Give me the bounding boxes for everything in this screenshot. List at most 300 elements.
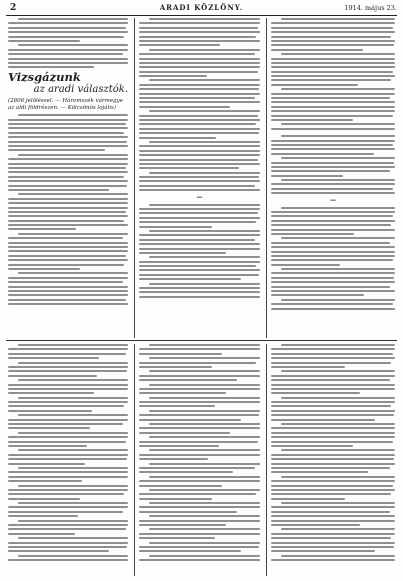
- text-line: [8, 405, 124, 407]
- text-line: [139, 132, 259, 134]
- text-line: [149, 256, 260, 258]
- text-line: [271, 427, 395, 429]
- text-line: [271, 71, 393, 73]
- text-line: [8, 528, 126, 530]
- column-divider: [134, 344, 135, 576]
- text-line: [18, 379, 128, 381]
- text-line: [8, 202, 128, 204]
- text-line: [271, 162, 394, 164]
- text-line: [271, 308, 395, 310]
- text-line: [271, 445, 353, 447]
- text-line: [8, 53, 123, 55]
- text-line: [271, 224, 391, 226]
- text-line: [271, 27, 393, 29]
- text-line: [139, 485, 222, 487]
- text-line: [271, 251, 395, 253]
- text-line: [18, 449, 128, 451]
- text-line: [271, 144, 393, 146]
- text-line: [271, 272, 395, 274]
- text-line: [271, 559, 395, 561]
- text-line: [139, 269, 260, 271]
- text-line: [149, 384, 260, 386]
- text-line: [8, 246, 128, 248]
- text-line: [149, 476, 260, 478]
- text-line: [271, 242, 390, 244]
- text-line: [139, 137, 216, 139]
- text-line: [271, 524, 360, 526]
- text-line: [281, 299, 395, 301]
- text-line: [8, 489, 128, 491]
- text-line: [8, 255, 126, 257]
- text-line: [139, 88, 259, 90]
- text-line: [139, 498, 212, 500]
- text-line: [281, 370, 395, 372]
- text-line: [271, 153, 374, 155]
- column-divider: [266, 18, 267, 338]
- text-line: [8, 294, 128, 296]
- text-line: [8, 436, 128, 438]
- text-line: [139, 53, 255, 55]
- text-line: [149, 410, 260, 412]
- text-line: [18, 432, 128, 434]
- text-line: [271, 62, 395, 64]
- text-line: [8, 141, 127, 143]
- text-line: [8, 189, 109, 191]
- text-line: [271, 97, 390, 99]
- text-line: [149, 502, 260, 504]
- text-line: [271, 166, 395, 168]
- text-line: [139, 454, 260, 456]
- text-line: [271, 388, 395, 390]
- text-line: [8, 259, 128, 261]
- text-line: [271, 281, 395, 283]
- text-line: [8, 550, 109, 552]
- text-line: [8, 158, 128, 160]
- text-line: [139, 506, 260, 508]
- text-line: [149, 49, 260, 51]
- text-line: [8, 224, 128, 226]
- text-line: [139, 115, 258, 117]
- text-line: [271, 410, 395, 412]
- text-line: [139, 159, 258, 161]
- text-line: [271, 215, 393, 217]
- text-line: [271, 366, 345, 368]
- text-line: [18, 362, 128, 364]
- text-line: [139, 388, 260, 390]
- text-line: [271, 44, 394, 46]
- text-line: [271, 140, 395, 142]
- text-line: [18, 537, 128, 539]
- text-line: [139, 208, 260, 210]
- text-line: [8, 480, 82, 482]
- text-line: [271, 463, 395, 465]
- text-line: [281, 397, 395, 399]
- text-line: [271, 471, 368, 473]
- text-line: [18, 44, 128, 46]
- text-line: [149, 230, 260, 232]
- text-line: [271, 498, 345, 500]
- text-line: [8, 242, 128, 244]
- text-line: [281, 157, 395, 159]
- text-line: [149, 555, 260, 557]
- text-line: [8, 220, 124, 222]
- page-number: 2: [10, 3, 17, 13]
- text-line: [271, 546, 394, 548]
- text-line: [139, 537, 215, 539]
- text-line: [8, 493, 124, 495]
- text-line: [139, 75, 207, 77]
- text-line: [18, 467, 128, 469]
- text-line: [139, 261, 260, 263]
- text-line: [8, 303, 128, 305]
- text-line: [139, 405, 215, 407]
- text-line: [149, 489, 260, 491]
- text-line: [8, 511, 123, 513]
- text-line: [8, 353, 126, 355]
- text-line: [139, 97, 255, 99]
- text-line: [8, 427, 90, 429]
- text-line: [271, 384, 395, 386]
- text-line: [271, 31, 395, 33]
- text-line: [8, 471, 128, 473]
- text-line: [8, 27, 126, 29]
- page-header: [6, 2, 397, 14]
- text-line: [139, 40, 260, 42]
- text-line: [139, 362, 256, 364]
- text-line: [281, 476, 395, 478]
- text-line: [271, 259, 393, 261]
- text-line: [139, 559, 260, 561]
- text-line: [8, 58, 128, 60]
- text-line: [8, 167, 126, 169]
- text-line: [139, 31, 260, 33]
- text-line: [139, 379, 237, 381]
- text-line: [271, 101, 395, 103]
- text-line: [18, 272, 128, 274]
- text-line: [8, 198, 128, 200]
- text-line: [139, 93, 260, 95]
- text-line: [149, 463, 260, 465]
- text-line: [139, 471, 233, 473]
- text-line: [18, 397, 128, 399]
- text-line: [18, 555, 128, 557]
- text-line: [271, 264, 340, 266]
- text-line: [139, 62, 260, 64]
- text-line: [8, 149, 105, 151]
- text-line: [139, 234, 260, 236]
- text-line: [139, 128, 260, 130]
- text-line: [8, 375, 97, 377]
- header-rule: [6, 15, 397, 16]
- text-line: [8, 419, 128, 421]
- text-line: [139, 265, 256, 267]
- text-line: [271, 506, 395, 508]
- text-line: [8, 136, 128, 138]
- text-line: [8, 454, 128, 456]
- text-line: [149, 172, 260, 174]
- text-line: [271, 220, 395, 222]
- text-line: [139, 84, 260, 86]
- text-line: [271, 233, 354, 235]
- text-line: [8, 180, 128, 182]
- text-line: [271, 511, 390, 513]
- text-line: [8, 66, 94, 68]
- text-line: [271, 93, 395, 95]
- text-line: [271, 515, 395, 517]
- text-line: [271, 441, 393, 443]
- text-line: [8, 463, 85, 465]
- section-separator-label: —: [330, 196, 336, 204]
- text-line: [271, 110, 395, 112]
- text-line: [8, 163, 128, 165]
- text-line: [149, 436, 260, 438]
- text-line: [281, 123, 395, 125]
- text-line: [139, 101, 260, 103]
- text-line: [18, 414, 128, 416]
- text-line: [139, 511, 237, 513]
- text-line: [271, 542, 395, 544]
- text-line: [18, 485, 128, 487]
- text-line: [271, 379, 390, 381]
- text-line: [8, 506, 128, 508]
- text-line: [271, 192, 395, 194]
- text-line: [139, 189, 260, 191]
- text-line: [139, 27, 258, 29]
- text-line: [271, 485, 393, 487]
- text-line: [8, 268, 80, 270]
- text-line: [271, 432, 395, 434]
- text-line: [8, 132, 124, 134]
- text-line: [271, 229, 395, 231]
- text-line: [149, 397, 260, 399]
- text-line: [271, 106, 395, 108]
- text-line: [18, 233, 128, 235]
- text-line: [8, 281, 123, 283]
- text-line: [281, 237, 395, 239]
- text-line: [139, 150, 260, 152]
- text-line: [139, 248, 260, 250]
- text-line: [139, 66, 260, 68]
- text-line: [8, 264, 124, 266]
- text-line: [8, 441, 126, 443]
- text-line: [8, 546, 127, 548]
- text-line: [139, 287, 260, 289]
- text-line: [139, 274, 259, 276]
- text-line: [149, 18, 260, 20]
- text-line: [139, 22, 260, 24]
- text-line: [271, 401, 395, 403]
- text-line: [271, 255, 395, 257]
- issue-date: 1914. május 23.: [344, 4, 397, 12]
- text-line: [8, 215, 128, 217]
- column-divider: [134, 18, 135, 338]
- text-line: [139, 239, 255, 241]
- text-line: [149, 344, 260, 346]
- text-line: [8, 237, 123, 239]
- text-line: [8, 31, 128, 33]
- text-line: [8, 388, 128, 390]
- text-line: [18, 18, 128, 20]
- text-line: [18, 520, 128, 522]
- text-line: [8, 250, 128, 252]
- text-line: [271, 480, 395, 482]
- text-line: [8, 290, 128, 292]
- text-line: [8, 207, 128, 209]
- text-line: [149, 449, 260, 451]
- text-line: [149, 542, 260, 544]
- text-line: [281, 18, 395, 20]
- text-line: [271, 489, 395, 491]
- text-line: [139, 252, 226, 254]
- text-line: [271, 458, 394, 460]
- text-line: [149, 515, 260, 517]
- text-line: [271, 183, 395, 185]
- text-line: [271, 115, 393, 117]
- text-line: [139, 36, 256, 38]
- text-line: [18, 154, 128, 156]
- text-line: [271, 286, 390, 288]
- text-line: [149, 204, 260, 206]
- text-line: [8, 277, 128, 279]
- text-line: [18, 344, 128, 346]
- text-line: [139, 366, 212, 368]
- text-line: [139, 419, 241, 421]
- text-line: [8, 498, 80, 500]
- text-line: [271, 188, 393, 190]
- text-line: [271, 66, 395, 68]
- column-top-right: [271, 18, 395, 338]
- text-line: [271, 79, 391, 81]
- text-line: [139, 375, 260, 377]
- text-line: [271, 36, 391, 38]
- text-line: [139, 414, 259, 416]
- text-line: [271, 392, 360, 394]
- text-line: [271, 58, 395, 60]
- text-line: [139, 167, 239, 169]
- text-line: [139, 441, 258, 443]
- text-line: [8, 370, 127, 372]
- text-line: [8, 533, 75, 535]
- text-line: [8, 211, 126, 213]
- text-line: [271, 454, 395, 456]
- text-line: [271, 436, 395, 438]
- text-line: [281, 207, 395, 209]
- text-line: [8, 176, 124, 178]
- text-line: [8, 542, 128, 544]
- text-line: [271, 40, 395, 42]
- text-line: [271, 405, 391, 407]
- text-line: [18, 193, 128, 195]
- text-line: [281, 135, 395, 137]
- text-line: [281, 449, 395, 451]
- text-line: [149, 528, 260, 530]
- section-divider: [6, 340, 397, 341]
- text-line: [139, 291, 260, 293]
- text-line: [271, 357, 395, 359]
- text-line: [139, 524, 226, 526]
- text-line: [139, 145, 260, 147]
- text-line: [271, 533, 395, 535]
- masthead: ARADI KÖZLÖNY.: [159, 3, 244, 12]
- text-line: [139, 243, 260, 245]
- text-line: [8, 127, 128, 129]
- column-divider: [266, 344, 267, 576]
- article-summary: (2806 jelöléssel. — Háromszék vármegye az aldi földrészen. — Kölcsönös lojális): [8, 98, 123, 112]
- section-separator-label: —: [196, 193, 203, 201]
- text-line: [139, 296, 260, 298]
- text-line: [139, 458, 208, 460]
- text-line: [271, 175, 343, 177]
- text-line: [281, 423, 395, 425]
- text-line: [271, 22, 395, 24]
- text-line: [8, 123, 126, 125]
- text-line: [139, 44, 220, 46]
- text-line: [271, 246, 395, 248]
- text-line: [271, 170, 390, 172]
- text-line: [281, 344, 395, 346]
- text-line: [139, 520, 260, 522]
- text-line: [139, 278, 241, 280]
- text-line: [271, 290, 395, 292]
- text-line: [8, 348, 128, 350]
- text-line: [281, 268, 395, 270]
- text-line: [271, 128, 395, 130]
- text-line: [8, 357, 99, 359]
- text-line: [149, 370, 260, 372]
- text-line: [139, 163, 260, 165]
- text-line: [8, 228, 76, 230]
- text-line: [8, 445, 87, 447]
- text-line: [149, 357, 260, 359]
- text-line: [271, 348, 395, 350]
- text-line: [8, 62, 128, 64]
- text-line: [8, 49, 128, 51]
- text-line: [8, 524, 128, 526]
- text-line: [139, 392, 226, 394]
- text-line: [271, 277, 394, 279]
- text-line: [139, 226, 212, 228]
- text-line: [281, 53, 395, 55]
- text-line: [139, 176, 259, 178]
- text-line: [149, 141, 260, 143]
- text-line: [139, 221, 256, 223]
- text-line: [139, 467, 255, 469]
- text-line: [271, 375, 395, 377]
- text-line: [271, 537, 391, 539]
- text-line: [139, 212, 258, 214]
- text-line: [139, 348, 260, 350]
- text-line: [139, 180, 260, 182]
- text-line: [149, 283, 260, 285]
- text-line: [139, 432, 230, 434]
- text-line: [18, 114, 128, 116]
- text-line: [281, 88, 395, 90]
- text-line: [149, 423, 260, 425]
- text-line: [139, 480, 260, 482]
- text-line: [8, 366, 128, 368]
- text-line: [271, 414, 394, 416]
- text-line: [8, 40, 80, 42]
- text-line: [271, 493, 391, 495]
- column-bottom-right: [271, 344, 395, 576]
- text-line: [139, 445, 219, 447]
- text-line: [8, 423, 123, 425]
- text-line: [271, 75, 395, 77]
- text-line: [271, 294, 364, 296]
- text-line: [8, 458, 127, 460]
- text-line: [271, 49, 363, 51]
- text-line: [139, 119, 260, 121]
